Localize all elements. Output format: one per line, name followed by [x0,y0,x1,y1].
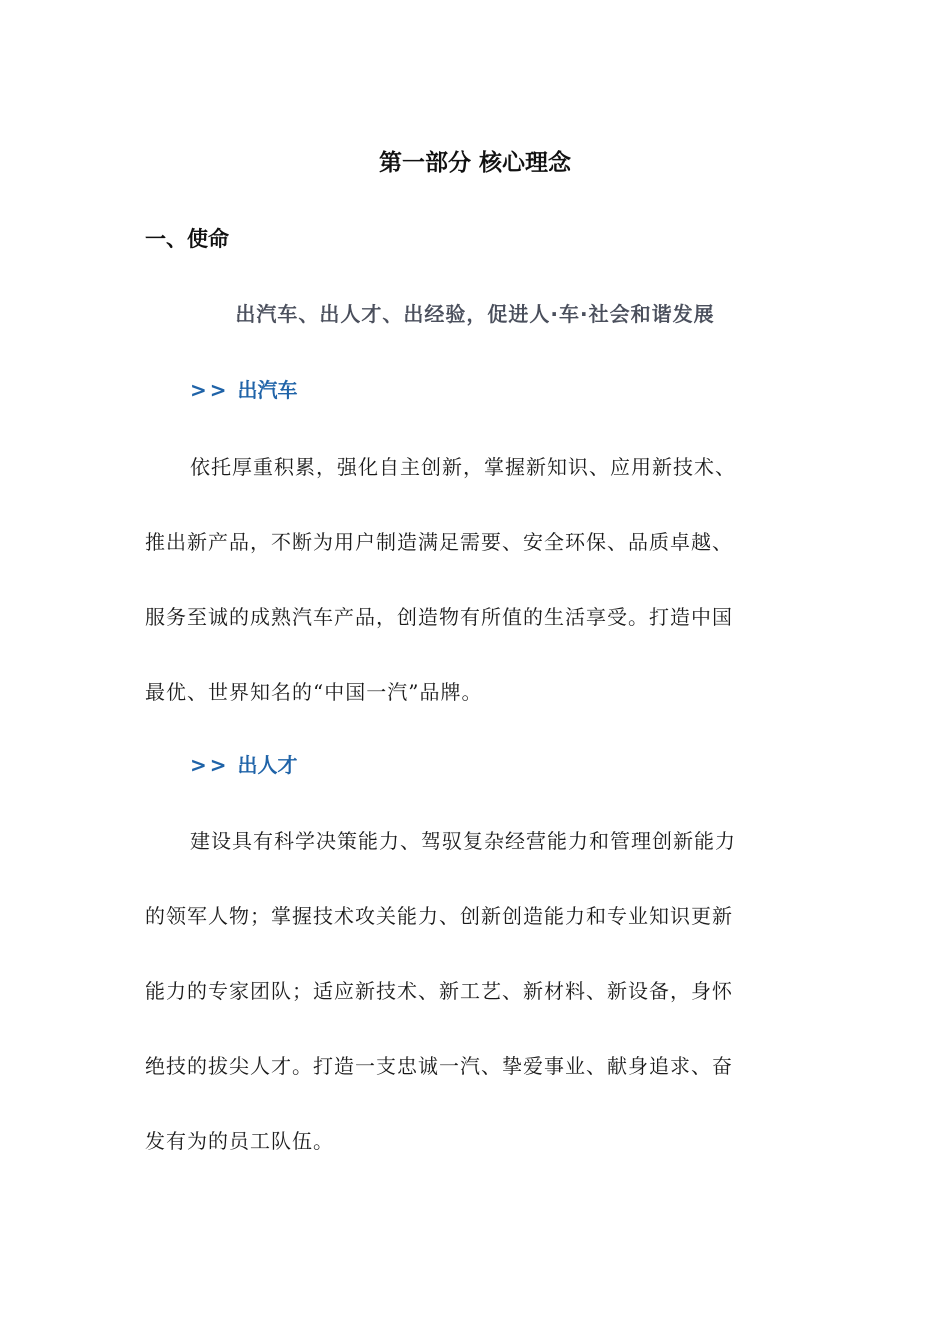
paragraph-line: 建设具有科学决策能力、驾驭复杂经营能力和管理创新能力 [190,829,736,853]
subsection-heading-talent [190,748,298,782]
section-heading-mission: 一、使命 [145,227,229,251]
paragraph-cars [145,430,805,730]
arrow-marker: >> [190,753,230,777]
paragraph-line: 最优、世界知名的“中国一汽”品牌。 [145,680,483,704]
subsection-title: 出汽车 [237,378,298,402]
subsection-title: 出人才 [237,753,298,777]
paragraph-line: 能力的专家团队；适应新技术、新工艺、新材料、新设备，身怀 [145,979,733,1003]
paragraph-line: 依托厚重积累，强化自主创新，掌握新知识、应用新技术、 [190,455,736,479]
paragraph-line: 服务至诚的成熟汽车产品，创造物有所值的生活享受。打造中国 [145,605,733,629]
mission-statement: 出汽车、出人才、出经验，促进人·车·社会和谐发展 [235,302,715,326]
page-title: 第一部分 核心理念 [378,150,571,176]
paragraph-line: 绝技的拔尖人才。打造一支忠诚一汽、挚爱事业、献身追求、奋 [145,1054,733,1078]
paragraph-line: 发有为的员工队伍。 [145,1129,334,1153]
subsection-heading-cars [190,373,298,407]
paragraph-talent [145,804,805,1179]
paragraph-line: 推出新产品，不断为用户制造满足需要、安全环保、品质卓越、 [145,530,733,554]
arrow-marker: >> [190,378,230,402]
paragraph-line: 的领军人物；掌握技术攻关能力、创新创造能力和专业知识更新 [145,904,733,928]
